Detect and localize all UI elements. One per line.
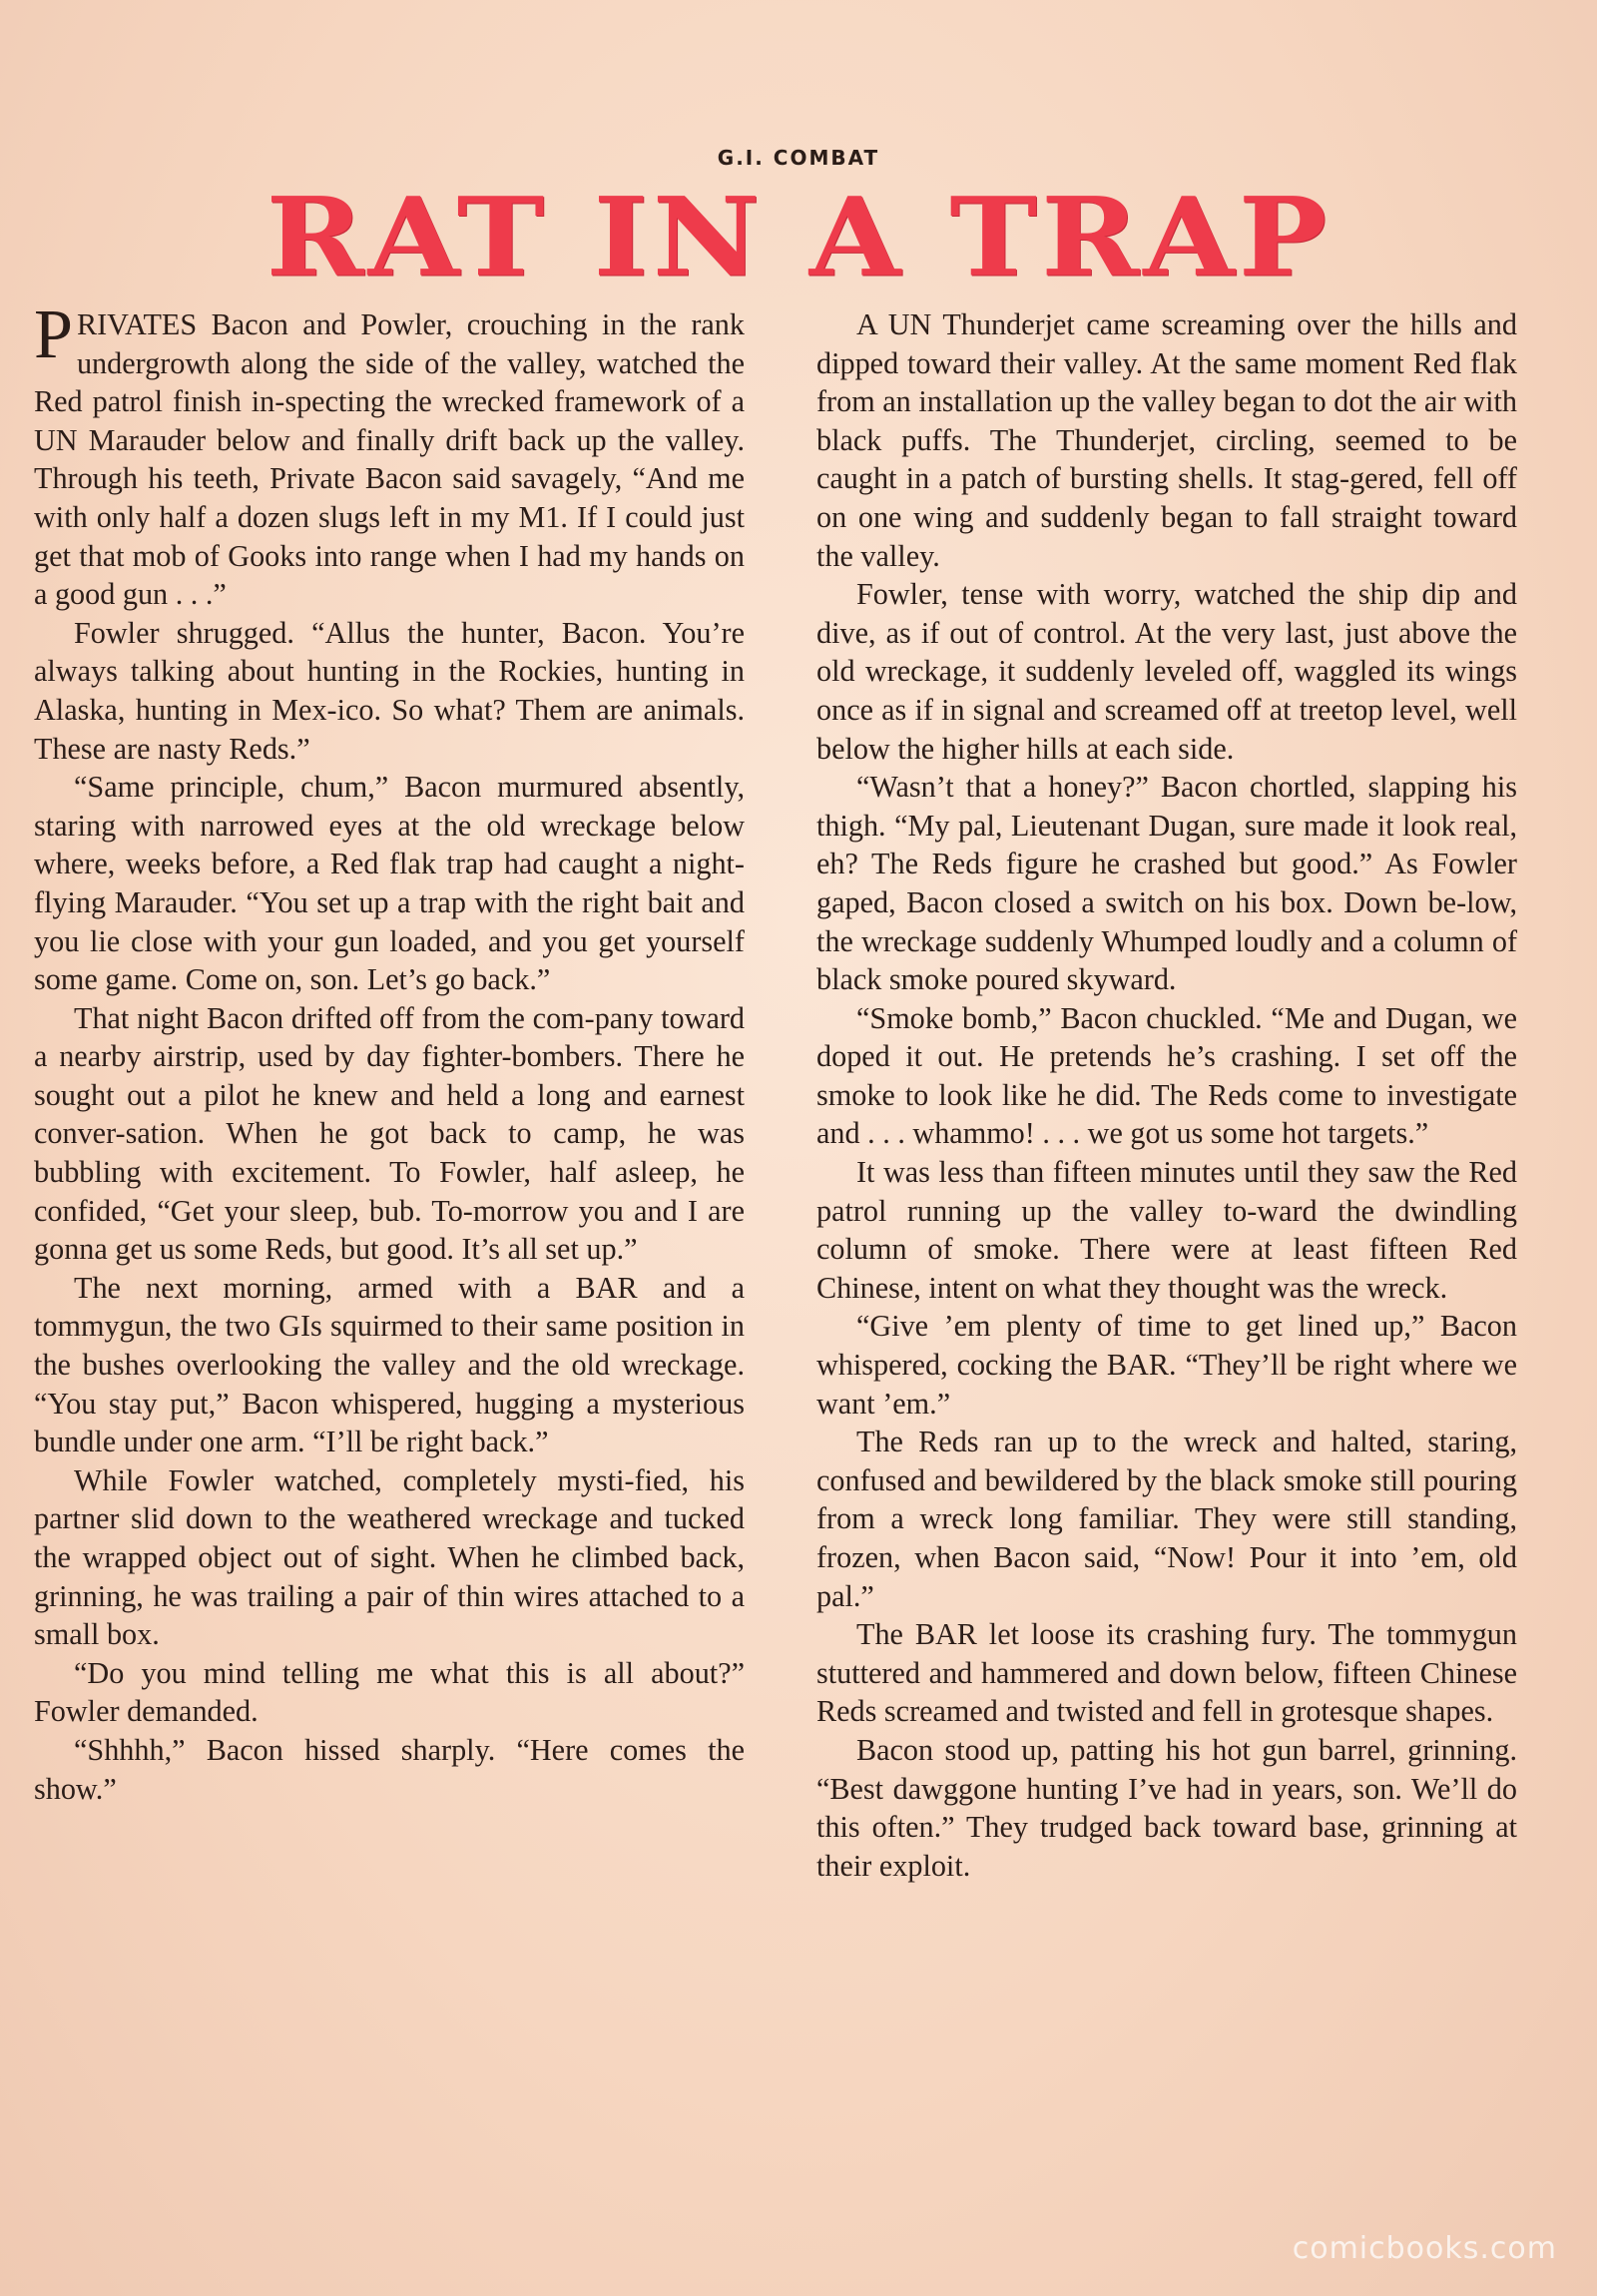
paragraph: “Wasn’t that a honey?” Bacon chortled, slapping his thigh. “My pal, Lieutenant Dugan, sure made it look real, eh? The Reds figure he crashed but good.” As Fowler gaped, Bacon closed a switch on his box. Down be-low, the wreckage suddenly Whumped loudly and a column of black smoke poured skyward. bbox=[816, 770, 1517, 997]
paragraph: “Shhhh,” Bacon hissed sharply. “Here comes the show.” bbox=[34, 1732, 745, 1806]
paragraph: Fowler shrugged. “Allus the hunter, Bacon. You’re always talking about hunting in the Rockies, hunting in Alaska, hunting in Mex-ico. So what? Them are animals. These are nasty Reds.” bbox=[34, 615, 745, 766]
paragraph: It was less than fifteen minutes until they saw the Red patrol running up the valley to-ward the dwindling column of smoke. There were at least fifteen Red Chinese, intent on what they thought was the wreck. bbox=[816, 1155, 1517, 1305]
drop-cap: P bbox=[34, 296, 73, 373]
paragraph-text: RIVATES Bacon and Powler, crouching in the rank undergrowth along the side of the valley, watched the Red patrol finish in-specting the wrecked framework of a UN Marauder below and finally drift back up the valley. Through his teeth, Private Bacon said savagely, “And me with only half a dozen slugs left in my M1. If I could just get that mob of Gooks into range when I had my hands on a good gun . . .” bbox=[34, 307, 745, 612]
paragraph: The next morning, armed with a BAR and a tommygun, the two GIs squirmed to their same position in the bushes overlooking the valley and the old wreckage. “You stay put,” Bacon whispered, hugging a mysterious bundle under one arm. “I’ll be right back.” bbox=[34, 1270, 745, 1459]
publication-header: G.I. COMBAT bbox=[717, 146, 880, 170]
paragraph: “Do you mind telling me what this is all about?” Fowler demanded. bbox=[34, 1655, 745, 1729]
paragraph: “Give ’em plenty of time to get lined up,” Bacon whispered, cocking the BAR. “They’ll be right where we want ’em.” bbox=[816, 1309, 1517, 1421]
paragraph: The BAR let loose its crashing fury. The tommygun stuttered and hammered and down below, fifteen Chinese Reds screamed and twisted and fell in grotesque shapes. bbox=[816, 1617, 1517, 1729]
paragraph: Fowler, tense with worry, watched the ship dip and dive, as if out of control. At the very last, just above the old wreckage, it suddenly leveled off, waggled its wings once as if in signal and screamed off at treetop level, well below the higher hills at each side. bbox=[816, 577, 1517, 766]
paragraph: “Same principle, chum,” Bacon murmured absently, staring with narrowed eyes at the old wreckage below where, weeks before, a Red flak trap had caught a night-flying Marauder. “You set up a trap with the right bait and you lie close with your gun loaded, and you get yourself some game. Come on, son. Let’s go back.” bbox=[34, 770, 745, 997]
story-title: RAT IN A TRAP bbox=[266, 173, 1331, 301]
right-text-column bbox=[816, 305, 1517, 1885]
site-watermark: comicbooks.com bbox=[1292, 2231, 1557, 2266]
paragraph: Bacon stood up, patting his hot gun barrel, grinning. “Best dawggone hunting I’ve had in years, son. We’ll do this often.” They trudged back toward base, grinning at their exploit. bbox=[816, 1732, 1517, 1883]
paragraph: “Smoke bomb,” Bacon chuckled. “Me and Dugan, we doped it out. He pretends he’s crashing. I set off the smoke to look like he did. The Reds come to investigate and . . . whammo! . . . we got us some hot targets.” bbox=[816, 1000, 1517, 1151]
paragraph bbox=[34, 296, 745, 614]
paragraph: A UN Thunderjet came screaming over the hills and dipped toward their valley. At the same moment Red flak from an installation up the valley began to dot the air with black puffs. The Thunderjet, circling, seemed to be caught in a patch of bursting shells. It stag-gered, fell off on one wing and suddenly began to fall straight toward the valley. bbox=[816, 307, 1517, 573]
paragraph: That night Bacon drifted off from the com-pany toward a nearby airstrip, used by day fighter-bombers. There he sought out a pilot he knew and held a long and earnest conver-sation. When he got back to camp, he was bubbling with excitement. To Fowler, half asleep, he confided, “Get your sleep, bub. To-morrow you and I are gonna get us some Reds, but good. It’s all set up.” bbox=[34, 1000, 745, 1267]
left-text-column bbox=[34, 296, 745, 1808]
paragraph: While Fowler watched, completely mysti-fied, his partner slid down to the weathered wreckage and tucked the wrapped object out of sight. When he climbed back, grinning, he was trailing a pair of thin wires attached to a small box. bbox=[34, 1462, 745, 1652]
paragraph: The Reds ran up to the wreck and halted, staring, confused and bewildered by the black smoke still pouring from a wreck long familiar. They were still standing, frozen, when Bacon said, “Now! Pour it into ’em, old pal.” bbox=[816, 1425, 1517, 1613]
